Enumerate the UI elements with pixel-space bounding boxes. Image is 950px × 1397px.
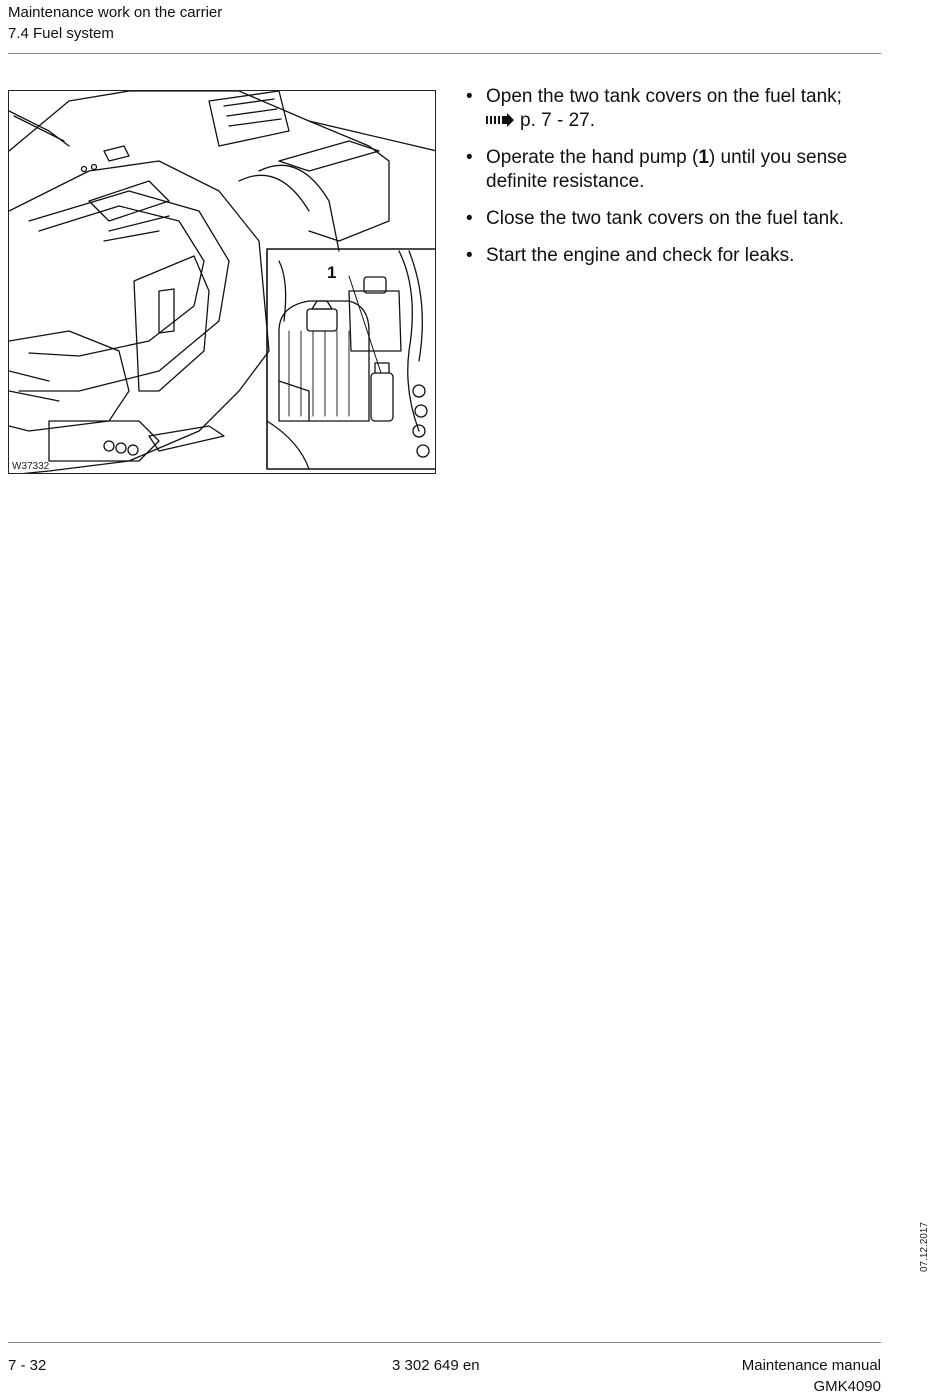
document-number: 3 302 649 en: [392, 1357, 480, 1374]
page-reference-arrow-icon: [486, 113, 516, 127]
step-text: Open the two tank covers on the fuel tank;: [486, 86, 842, 107]
bullet-icon: •: [466, 147, 473, 168]
footer-rule: [8, 1342, 881, 1343]
page-header: [8, 2, 222, 44]
list-item: [466, 146, 896, 194]
crane-model: GMK4090: [813, 1378, 881, 1395]
manual-type: Maintenance manual: [741, 1357, 881, 1374]
list-item: [466, 207, 896, 231]
revision-date: 07.12.2017: [919, 1221, 930, 1272]
technical-illustration: [9, 91, 436, 474]
header-rule: [8, 53, 881, 54]
step-text: Close the two tank covers on the fuel tank.: [486, 208, 845, 229]
step-text-part: ) until you sense definite resistance.: [486, 147, 848, 192]
step-text-part: Operate the hand pump (: [486, 147, 699, 168]
manual-title: [742, 1355, 881, 1397]
figure-id: W37332: [12, 461, 50, 472]
bullet-icon: •: [466, 86, 473, 107]
list-item: [466, 244, 896, 268]
bullet-icon: •: [466, 208, 473, 229]
page-reference-link[interactable]: p. 7 - 27.: [520, 110, 595, 131]
callout-hand-pump: 1: [327, 263, 337, 282]
step-text: Start the engine and check for leaks.: [486, 245, 795, 266]
instruction-list: [466, 85, 896, 281]
chapter-title: Maintenance work on the carrier: [8, 4, 223, 21]
list-item: [466, 85, 896, 133]
page-number: 7 - 32: [8, 1357, 47, 1374]
callout-reference: 1: [698, 147, 709, 168]
bullet-icon: •: [466, 245, 473, 266]
section-title: 7.4 Fuel system: [8, 25, 114, 42]
figure-fuel-filter-hand-pump: [8, 90, 436, 474]
